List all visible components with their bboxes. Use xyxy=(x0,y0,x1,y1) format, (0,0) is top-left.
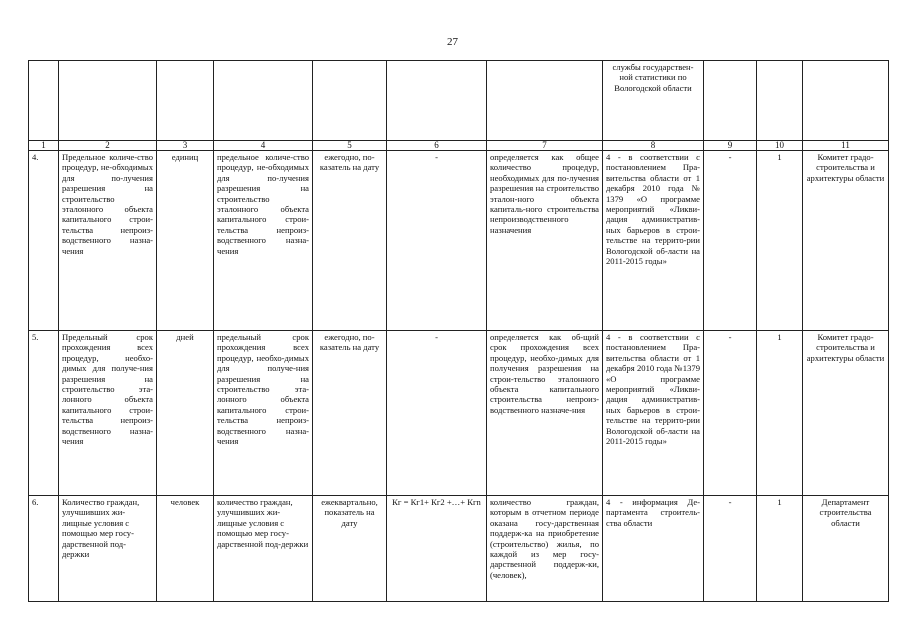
page-number: 27 xyxy=(447,36,458,48)
column-number: 2 xyxy=(59,141,157,151)
column-number: 6 xyxy=(387,141,487,151)
column-number: 3 xyxy=(157,141,214,151)
periodicity: ежегодно, по-казатель на дату xyxy=(313,331,387,496)
column-number: 4 xyxy=(214,141,313,151)
column-number: 10 xyxy=(757,141,803,151)
cell xyxy=(59,61,157,141)
responsible-body: Комитет градо-строительства и архитектуры области xyxy=(803,331,889,496)
indicator-definition: предельный срок прохождения всех процедур, необхо-димых для получе-ния разрешения на строительство эта-лонного объекта капитального строи-тельства непроиз-водственного назна-чения xyxy=(214,331,313,496)
indicator-table xyxy=(28,60,889,602)
unit: человек xyxy=(157,496,214,602)
indicator-name: Количество граждан, улучшивших жи-лищные условия с помощью мер госу-дарственной под-держки xyxy=(59,496,157,602)
column-number: 9 xyxy=(704,141,757,151)
cell xyxy=(29,61,59,141)
column-9-value: - xyxy=(704,151,757,331)
column-9-value: - xyxy=(704,496,757,602)
cell xyxy=(704,61,757,141)
indicator-name: Предельный срок прохождения всех процедур, необхо-димых для получе-ния разрешения на строительство эта-лонного объекта капитального строи-тельства непроиз-водственного назна-чения xyxy=(59,331,157,496)
indicator-definition: количество граждан, улучшивших жи-лищные условия с помощью мер госу-дарственной под-держки xyxy=(214,496,313,602)
cell xyxy=(803,61,889,141)
responsible-body: Комитет градо-строительства и архитектуры области xyxy=(803,151,889,331)
unit: единиц xyxy=(157,151,214,331)
column-number: 5 xyxy=(313,141,387,151)
column-10-value: 1 xyxy=(757,496,803,602)
data-source: 4 - в соответствии с постановлением Пра-вительства области от 1 декабря 2010 года №1379 «О программе мероприятий «Ликви-дация административ-ных барьеров в строи-тельстве на террито-рии Вологодской об-ласти на 2011-2015 годы» xyxy=(603,331,704,496)
data-source: 4 - информация Де-партамента строитель-ства области xyxy=(603,496,704,602)
indicator-definition: предельное количе-ство процедур, не-обходимых для по-лучения разрешения на строительство эталонного объекта капитального строи-тельства непроиз-водственного назна-чения xyxy=(214,151,313,331)
indicator-name: Предельное количе-ство процедур, не-обходимых для по-лучения разрешения на строительство эталонного объекта капитального строи-тельства непроиз-водственного назна-чения xyxy=(59,151,157,331)
column-number: 11 xyxy=(803,141,889,151)
cell xyxy=(757,61,803,141)
unit: дней xyxy=(157,331,214,496)
periodicity: ежеквартально, показатель на дату xyxy=(313,496,387,602)
periodicity: ежегодно, по-казатель на дату xyxy=(313,151,387,331)
cell xyxy=(214,61,313,141)
table-row xyxy=(29,331,889,496)
formula: - xyxy=(387,151,487,331)
formula: Кг = Кг1+ Кг2 +…+ Кгn xyxy=(387,496,487,602)
table-row xyxy=(29,151,889,331)
responsible-body: Департамент строительства области xyxy=(803,496,889,602)
table-row xyxy=(29,496,889,602)
column-number: 1 xyxy=(29,141,59,151)
row-number: 6. xyxy=(29,496,59,602)
column-9-value: - xyxy=(704,331,757,496)
column-number: 8 xyxy=(603,141,704,151)
cell xyxy=(387,61,487,141)
data-source: 4 - в соответствии с постановлением Пра-вительства области от 1 декабря 2010 года № 1379 «О программе мероприятий «Ликви-дация административ-ных барьеров в строи-тельстве на террито-рии Вологодской об-ласти на 2011-2015 годы» xyxy=(603,151,704,331)
continuation-row xyxy=(29,61,889,141)
calculation-method: определяется как общее количество процедур, необходимых для по-лучения разрешения на строительство эталон-ного объекта капиталь-ного строительства непроизводственного назначения xyxy=(487,151,603,331)
statistics-source-cell: службы государствен-ной статистики по Вологодской области xyxy=(603,61,704,141)
formula: - xyxy=(387,331,487,496)
cell xyxy=(313,61,387,141)
row-number: 5. xyxy=(29,331,59,496)
calculation-method: определяется как об-щий срок прохождения всех процедур, необхо-димых для получения разрешения на строи-тельство эталонного объекта капитального строительства непроиз-водственного назначе-ния xyxy=(487,331,603,496)
column-number: 7 xyxy=(487,141,603,151)
cell xyxy=(157,61,214,141)
cell xyxy=(487,61,603,141)
column-10-value: 1 xyxy=(757,151,803,331)
column-10-value: 1 xyxy=(757,331,803,496)
calculation-method: количество граждан, которым в отчетном периоде оказана госу-дарственная поддерж-ка на приобретение (строительство) жилья, по каждой из мер госу-дарственной поддерж-ки, (человек), xyxy=(487,496,603,602)
row-number: 4. xyxy=(29,151,59,331)
column-number-row xyxy=(29,141,889,151)
